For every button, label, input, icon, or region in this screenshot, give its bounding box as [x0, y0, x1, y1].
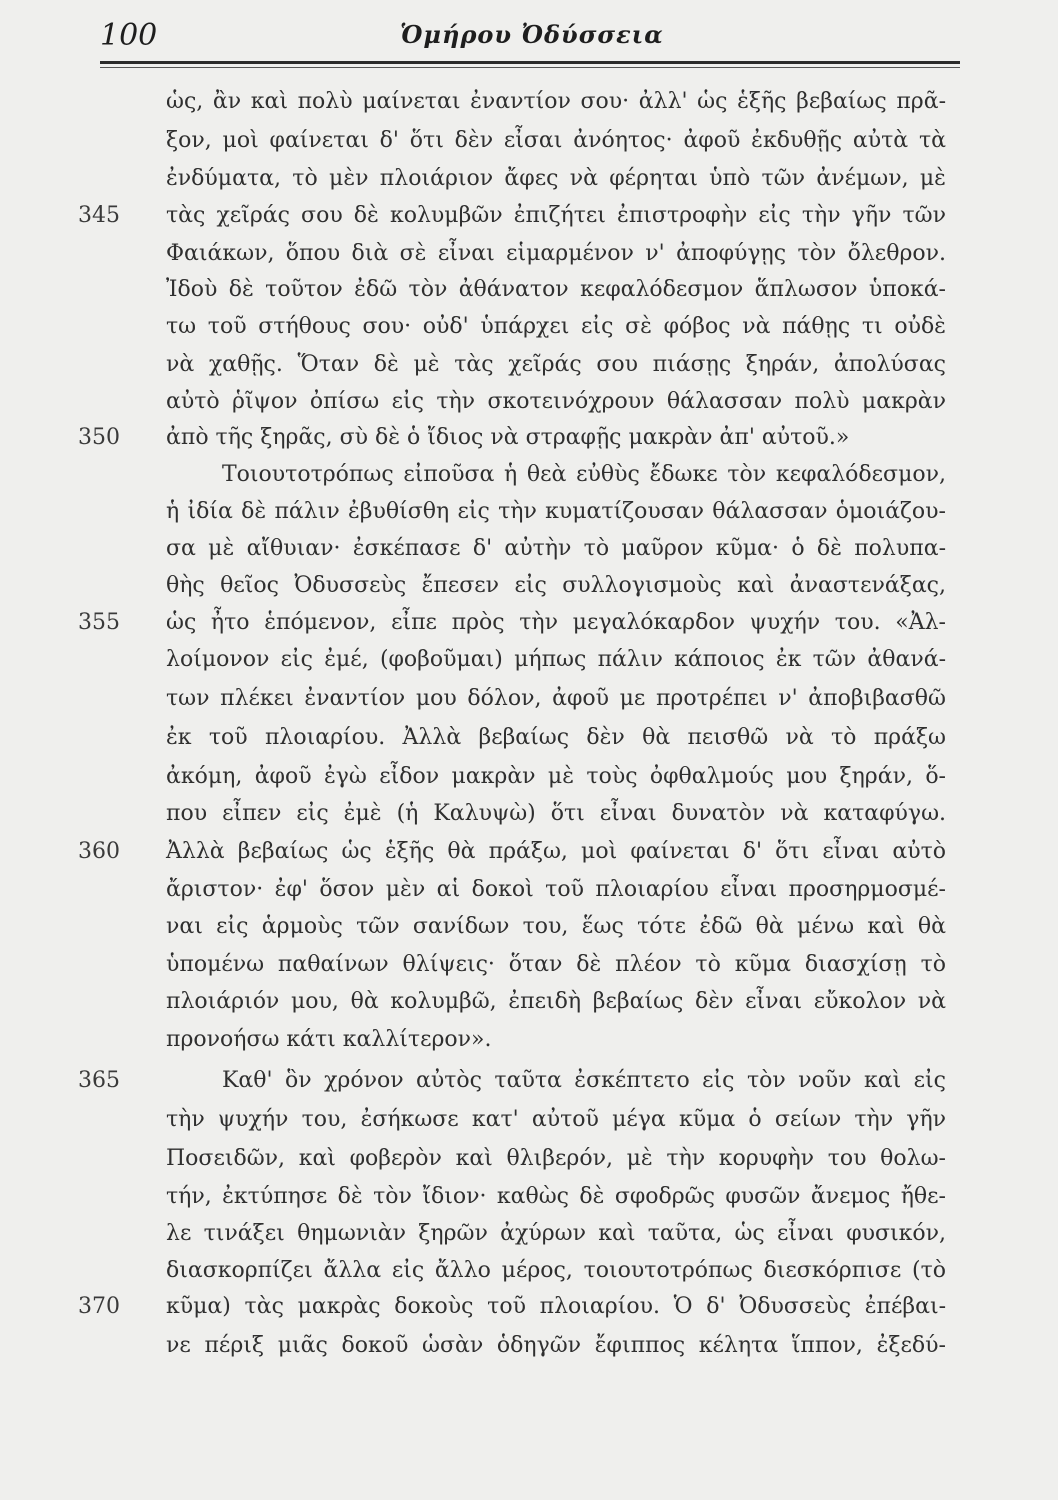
text-line: Φαιάκων, ὅπου διὰ σὲ εἶναι εἱμαρμένον ν' ἀποφύγῃς τὸν ὄλεθρον.: [166, 241, 946, 266]
text-line: ἀπὸ τῆς ξηρᾶς, σὺ δὲ ὁ ἴδιος νὰ στραφῇς μακρὰν ἀπ' αὐτοῦ.»: [166, 425, 850, 450]
text-line: που εἶπεν εἰς ἐμὲ (ἡ Καλυψὼ) ὅτι εἶναι δυνατὸν νὰ καταφύγω.: [166, 801, 946, 826]
text-line: ναι εἰς ἁρμοὺς τῶν σανίδων του, ἕως τότε ἐδῶ θὰ μένω καὶ θὰ: [166, 914, 946, 939]
text-line: ὡς, ἂν καὶ πολὺ μαίνεται ἐναντίον σου· ἀλλ' ὡς ἑξῆς βεβαίως πρᾶ-: [166, 89, 946, 114]
text-line: νε πέριξ μιᾶς δοκοῦ ὡσὰν ὁδηγῶν ἔφιππος κέλητα ἵππον, ἐξεδύ-: [166, 1333, 946, 1358]
text-line: ξον, μοὶ φαίνεται δ' ὅτι δὲν εἶσαι ἀνόητος· ἀφοῦ ἐκδυθῇς αὐτὰ τὰ: [166, 128, 946, 153]
text-line: ὡς ἦτο ἑπόμενον, εἶπε πρὸς τὴν μεγαλόκαρδον ψυχήν του. «Ἀλ-: [166, 610, 946, 635]
text-line: σα μὲ αἴθυιαν· ἐσκέπασε δ' αὐτὴν τὸ μαῦρον κῦμα· ὁ δὲ πολυπα-: [166, 536, 946, 561]
header-rule: [100, 61, 960, 64]
text-line: διασκορπίζει ἄλλα εἰς ἄλλο μέρος, τοιουτοτρόπως διεσκόρπισε (τὸ: [166, 1258, 946, 1283]
page-header: [100, 18, 960, 68]
text-line: τὴν ψυχήν του, ἐσήκωσε κατ' αὐτοῦ μέγα κῦμα ὁ σείων τὴν γῆν: [166, 1107, 946, 1132]
running-title: Ὁμήρου Ὀδύσσεια: [400, 20, 664, 49]
text-line: Καθ' ὃν χρόνον αὐτὸς ταῦτα ἐσκέπτετο εἰς τὸν νοῦν καὶ εἰς: [222, 1068, 946, 1093]
line-number-345: 345: [78, 203, 120, 228]
text-line: Ἀλλὰ βεβαίως ὡς ἑξῆς θὰ πράξω, μοὶ φαίνεται δ' ὅτι εἶναι αὐτὸ: [166, 839, 946, 864]
text-line: ἐνδύματα, τὸ μὲν πλοιάριον ἄφες νὰ φέρηται ὑπὸ τῶν ἀνέμων, μὲ: [166, 166, 946, 191]
text-line: των πλέκει ἐναντίον μου δόλον, ἀφοῦ με προτρέπει ν' ἀποβιβασθῶ: [166, 686, 946, 711]
text-line: τὰς χεῖράς σου δὲ κολυμβῶν ἐπιζήτει ἐπιστροφὴν εἰς τὴν γῆν τῶν: [166, 203, 946, 228]
text-line: λε τινάξει θημωνιὰν ξηρῶν ἀχύρων καὶ ταῦτα, ὡς εἶναι φυσικόν,: [166, 1221, 946, 1246]
line-number-360: 360: [78, 839, 120, 864]
text-line: Τοιουτοτρόπως εἰποῦσα ἡ θεὰ εὐθὺς ἔδωκε τὸν κεφαλόδεσμον,: [222, 462, 946, 487]
text-line: Ἰδοὺ δὲ τοῦτον ἐδῶ τὸν ἀθάνατον κεφαλόδεσμον ἅπλωσον ὑποκά-: [166, 277, 946, 302]
text-line: κῦμα) τὰς μακρὰς δοκοὺς τοῦ πλοιαρίου. Ὁ δ' Ὀδυσσεὺς ἐπέβαι-: [166, 1294, 946, 1319]
text-line: προνοήσω κάτι καλλίτερον».: [166, 1027, 492, 1052]
text-line: Ποσειδῶν, καὶ φοβερὸν καὶ θλιβερόν, μὲ τὴν κορυφὴν του θολω-: [166, 1146, 946, 1171]
text-line: λοίμονον εἰς ἐμέ, (φοβοῦμαι) μήπως πάλιν κάποιος ἐκ τῶν ἀθανά-: [166, 647, 946, 672]
text-line: νὰ χαθῇς. Ὅταν δὲ μὲ τὰς χεῖράς σου πιάσῃς ξηράν, ἀπολύσας: [166, 352, 946, 377]
line-number-370: 370: [78, 1294, 120, 1319]
line-number-350: 350: [78, 425, 120, 450]
text-line: ὑπομένω παθαίνων θλίψεις· ὅταν δὲ πλέον τὸ κῦμα διασχίσῃ τὸ: [166, 952, 946, 977]
line-number-365: 365: [78, 1068, 120, 1093]
text-line: ἐκ τοῦ πλοιαρίου. Ἀλλὰ βεβαίως δὲν θὰ πεισθῶ νὰ τὸ πράξω: [166, 725, 946, 750]
text-line: τήν, ἐκτύπησε δὲ τὸν ἴδιον· καθὼς δὲ σφοδρῶς φυσῶν ἄνεμος ἤθε-: [166, 1184, 946, 1209]
text-line: αὐτὸ ῥῖψον ὀπίσω εἰς τὴν σκοτεινόχρουν θάλασσαν πολὺ μακρὰν: [166, 389, 946, 414]
text-line: ἡ ἰδία δὲ πάλιν ἐβυθίσθη εἰς τὴν κυματίζουσαν θάλασσαν ὁμοιάζου-: [166, 499, 946, 524]
text-line: πλοιάριόν μου, θὰ κολυμβῶ, ἐπειδὴ βεβαίως δὲν εἶναι εὔκολον νὰ: [166, 989, 946, 1014]
line-number-355: 355: [78, 610, 120, 635]
page-number: 100: [100, 18, 158, 53]
text-line: ἀκόμη, ἀφοῦ ἐγὼ εἶδον μακρὰν μὲ τοὺς ὀφθαλμούς μου ξηράν, ὅ-: [166, 764, 946, 789]
text-line: ἄριστον· ἐφ' ὅσον μὲν αἱ δοκοὶ τοῦ πλοιαρίου εἶναι προσηρμοσμέ-: [166, 877, 946, 902]
text-line: τω τοῦ στήθους σου· οὐδ' ὑπάρχει εἰς σὲ φόβος νὰ πάθῃς τι οὐδὲ: [166, 314, 946, 339]
text-line: θὴς θεῖος Ὀδυσσεὺς ἔπεσεν εἰς συλλογισμοὺς καὶ ἀναστενάξας,: [166, 573, 946, 598]
header-rule-thin: [100, 67, 960, 68]
